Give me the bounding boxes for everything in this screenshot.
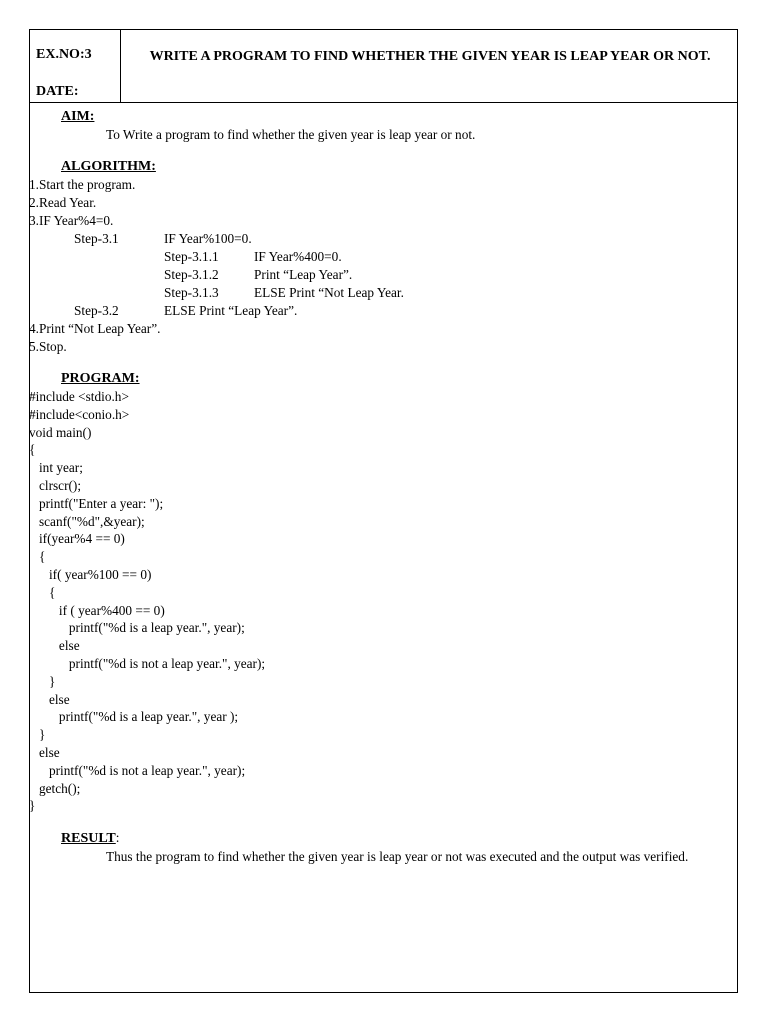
substep-label: Step-3.1.3 — [164, 285, 219, 300]
substep-text: Print “Leap Year”. — [254, 267, 353, 282]
date-label: DATE: — [36, 84, 79, 99]
result-text: Thus the program to find whether the given year is leap year or not was executed and the output was verified. — [106, 849, 689, 865]
substep-text: ELSE Print “Not Leap Year. — [254, 285, 404, 300]
result-colon: : — [115, 830, 120, 846]
header-left-cell — [30, 30, 121, 102]
result-heading: RESULT — [61, 831, 116, 847]
substep-label: Step-3.1.1 — [164, 249, 219, 264]
algorithm-step: 5.Stop. — [29, 339, 67, 354]
algorithm-step: 4.Print “Not Leap Year”. — [29, 321, 161, 336]
algorithm-heading: ALGORITHM: — [61, 159, 156, 174]
algorithm-steps — [29, 176, 701, 356]
algorithm-step: 3.IF Year%4=0. — [29, 213, 114, 228]
result-heading-line — [61, 829, 701, 848]
page-title: WRITE A PROGRAM TO FIND WHETHER THE GIVEN YEAR IS LEAP YEAR OR NOT. — [149, 49, 711, 64]
algorithm-step: 1.Start the program. — [29, 177, 136, 192]
substep-label: Step-3.2 — [74, 303, 119, 318]
program-code: #include <stdio.h> #include<conio.h> void main() { int year; clrscr(); printf("Enter a year: "); scanf("%d",&year); if(year%4 == 0) { if( year%100 == 0) { if ( year%400 == 0) printf("%d is a leap year.", year); else printf("%d is not a leap year.", year); } else printf("%d is a leap year.", year ); } else printf("%d is not a leap year.", year); getch(); } — [29, 389, 266, 814]
aim-text: To Write a program to find whether the given year is leap year or not. — [106, 127, 476, 142]
substep-label: Step-3.1 — [74, 231, 119, 246]
substep-text: ELSE Print “Leap Year”. — [164, 303, 298, 318]
aim-heading: AIM: — [61, 109, 95, 124]
algorithm-substep — [29, 248, 701, 266]
algorithm-substep — [29, 266, 701, 284]
substep-text: IF Year%100=0. — [164, 231, 252, 246]
algorithm-substep — [29, 284, 701, 302]
header-box — [30, 30, 737, 103]
program-heading: PROGRAM: — [61, 371, 140, 386]
algorithm-substep — [29, 302, 701, 320]
substep-text: IF Year%400=0. — [254, 249, 342, 264]
document-body — [29, 108, 701, 866]
exercise-number: EX.NO:3 — [36, 47, 92, 62]
algorithm-substep — [29, 230, 701, 248]
substep-label: Step-3.1.2 — [164, 267, 219, 282]
algorithm-step: 2.Read Year. — [29, 195, 97, 210]
